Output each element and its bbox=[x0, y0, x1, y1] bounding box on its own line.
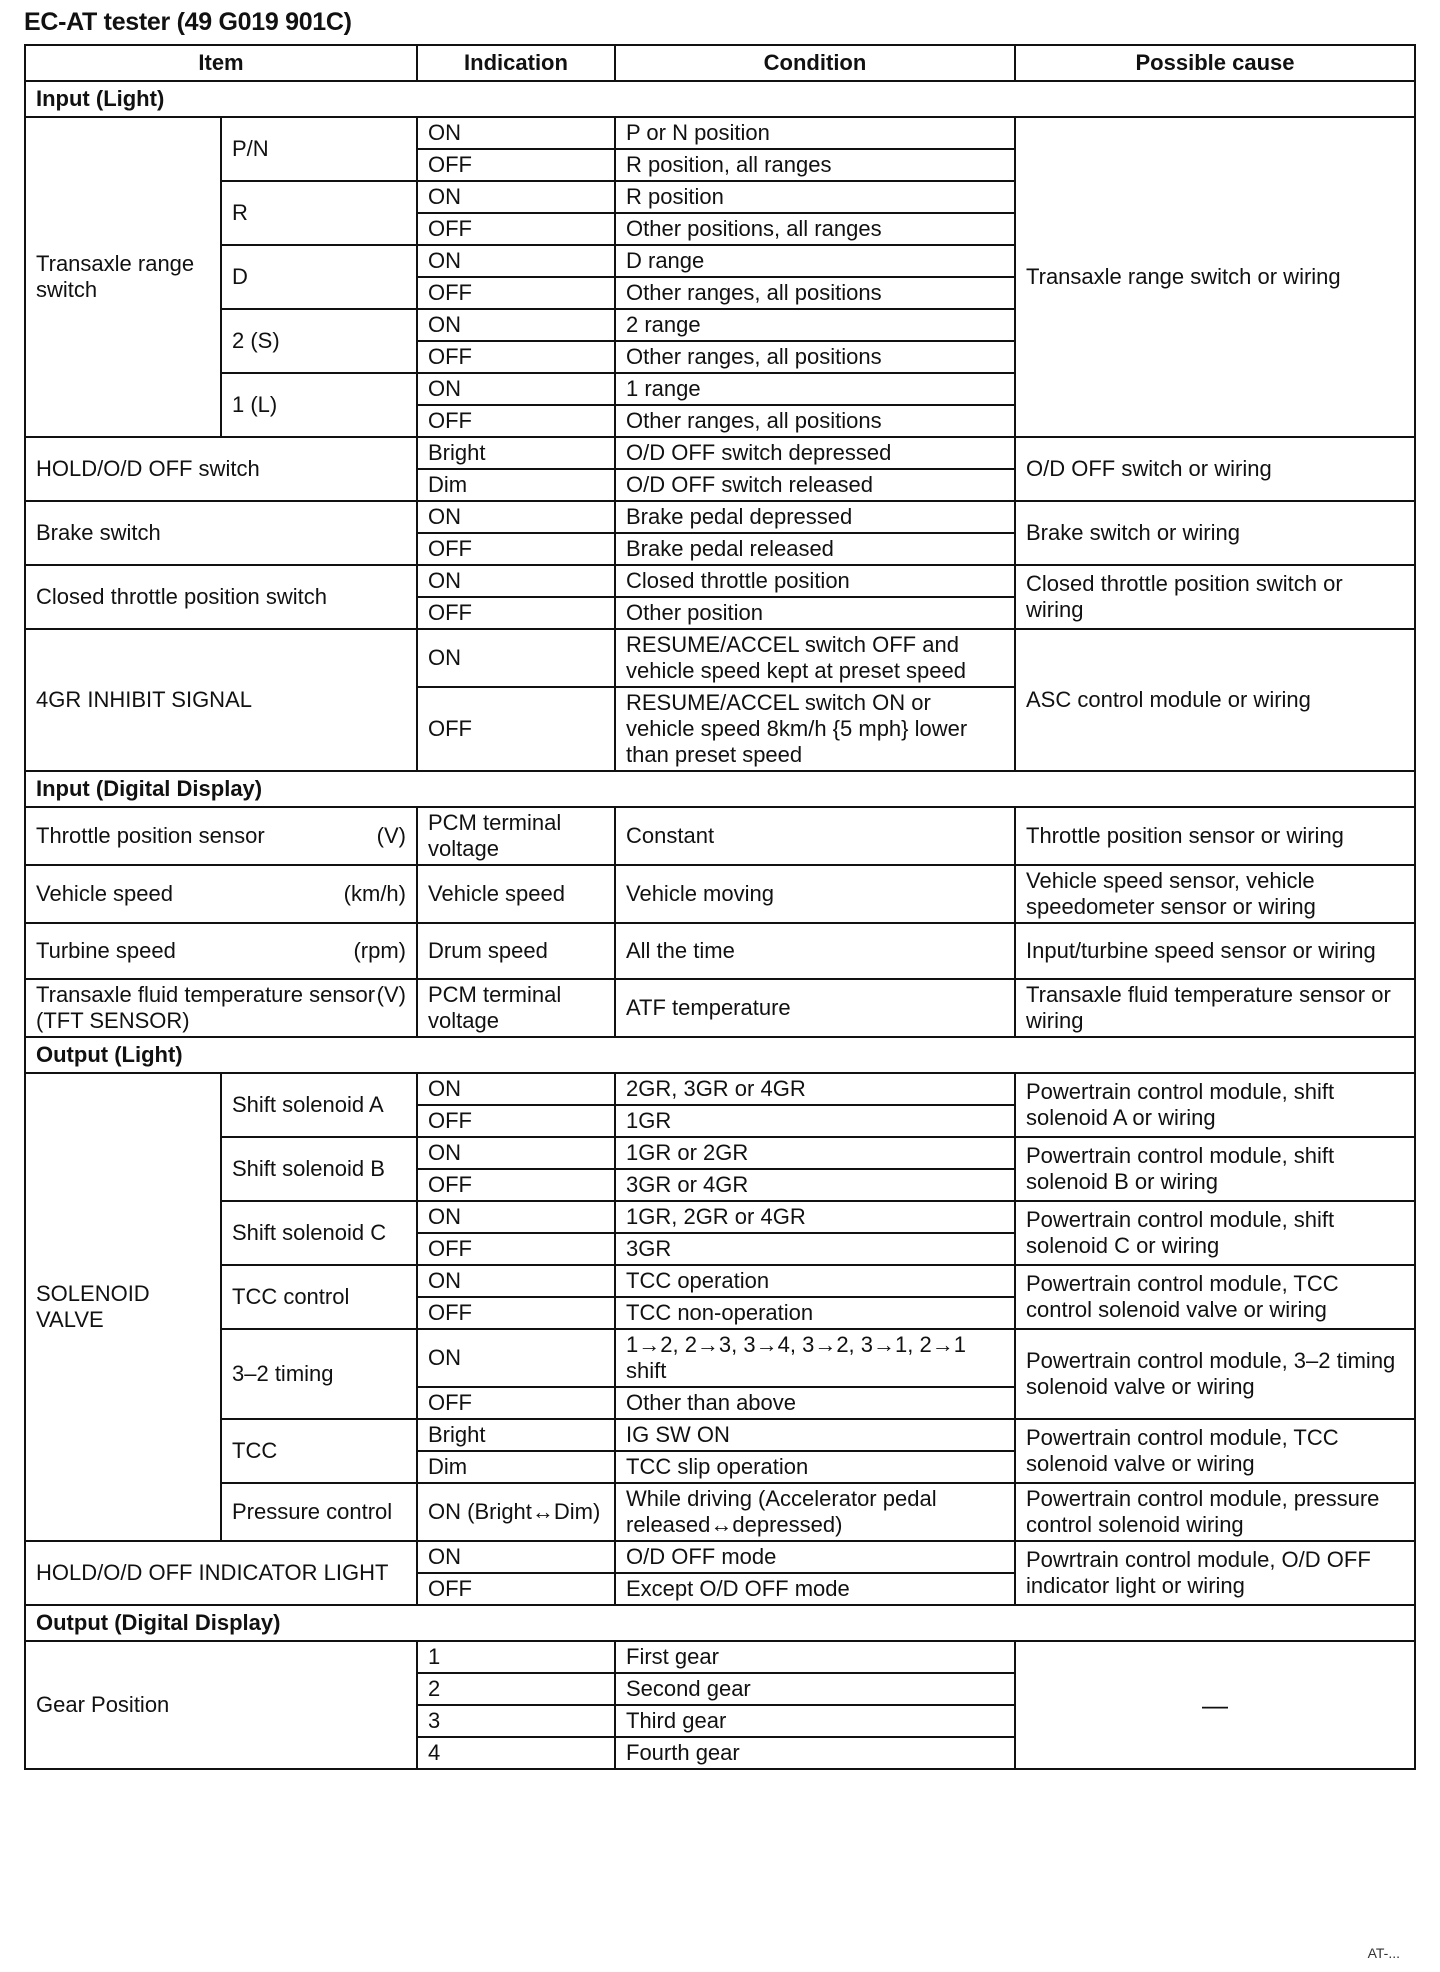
condition-cell: 3GR bbox=[615, 1233, 1015, 1265]
header-indication: Indication bbox=[417, 45, 615, 81]
indication-cell: 3 bbox=[417, 1705, 615, 1737]
indication-cell: OFF bbox=[417, 149, 615, 181]
cause-cell: Throttle position sensor or wiring bbox=[1015, 807, 1415, 865]
cause-cell: Powertrain control module, pressure control solenoid wiring bbox=[1015, 1483, 1415, 1541]
condition-cell: O/D OFF switch released bbox=[615, 469, 1015, 501]
indication-cell: ON bbox=[417, 245, 615, 277]
indication-cell: Bright bbox=[417, 437, 615, 469]
item-cell: Closed throttle position switch bbox=[25, 565, 417, 629]
item-cell: Brake switch bbox=[25, 501, 417, 565]
table-row bbox=[25, 565, 1415, 597]
indication-cell: ON bbox=[417, 373, 615, 405]
condition-cell: Other ranges, all positions bbox=[615, 341, 1015, 373]
sub-item-cell: TCC bbox=[221, 1419, 417, 1483]
indication-cell: OFF bbox=[417, 341, 615, 373]
cause-cell: Powertrain control module, TCC solenoid valve or wiring bbox=[1015, 1419, 1415, 1483]
condition-cell: Other ranges, all positions bbox=[615, 405, 1015, 437]
indication-cell: OFF bbox=[417, 1105, 615, 1137]
indication-cell: Bright bbox=[417, 1419, 615, 1451]
item-cell: SOLENOID VALVE bbox=[25, 1073, 221, 1541]
cause-cell: Transaxle fluid temperature sensor or wiring bbox=[1015, 979, 1415, 1037]
condition-cell: 2GR, 3GR or 4GR bbox=[615, 1073, 1015, 1105]
condition-cell: Constant bbox=[615, 807, 1015, 865]
indication-cell: PCM terminal voltage bbox=[417, 979, 615, 1037]
indication-cell: 2 bbox=[417, 1673, 615, 1705]
unit-label: (V) bbox=[376, 823, 406, 848]
condition-cell: RESUME/ACCEL switch ON or vehicle speed 8km/h {5 mph} lower than preset speed bbox=[615, 687, 1015, 771]
item-cell bbox=[25, 807, 417, 865]
indication-cell: ON bbox=[417, 1137, 615, 1169]
condition-cell: All the time bbox=[615, 923, 1015, 979]
cause-cell: Closed throttle position switch or wiring bbox=[1015, 565, 1415, 629]
cause-cell: Input/turbine speed sensor or wiring bbox=[1015, 923, 1415, 979]
indication-cell: PCM terminal voltage bbox=[417, 807, 615, 865]
sub-item-cell: Shift solenoid C bbox=[221, 1201, 417, 1265]
section-title: Output (Light) bbox=[25, 1037, 1415, 1073]
condition-cell: First gear bbox=[615, 1641, 1015, 1673]
sub-item-cell: R bbox=[221, 181, 417, 245]
item-label: Vehicle speed bbox=[36, 881, 173, 906]
table-row bbox=[25, 923, 1415, 979]
cause-cell: Brake switch or wiring bbox=[1015, 501, 1415, 565]
table-row bbox=[25, 1137, 1415, 1169]
cause-cell: ASC control module or wiring bbox=[1015, 629, 1415, 771]
table-row bbox=[25, 1329, 1415, 1387]
table-row bbox=[25, 501, 1415, 533]
section-row bbox=[25, 1037, 1415, 1073]
ec-at-tester-table bbox=[24, 44, 1416, 1770]
indication-cell: Dim bbox=[417, 1451, 615, 1483]
table-row bbox=[25, 1641, 1415, 1673]
condition-cell: TCC slip operation bbox=[615, 1451, 1015, 1483]
table-row bbox=[25, 865, 1415, 923]
condition-cell: P or N position bbox=[615, 117, 1015, 149]
condition-cell: 1GR or 2GR bbox=[615, 1137, 1015, 1169]
condition-cell: Third gear bbox=[615, 1705, 1015, 1737]
condition-cell: Except O/D OFF mode bbox=[615, 1573, 1015, 1605]
indication-cell: OFF bbox=[417, 687, 615, 771]
table-row bbox=[25, 1265, 1415, 1297]
indication-cell: OFF bbox=[417, 533, 615, 565]
sub-item-cell: 1 (L) bbox=[221, 373, 417, 437]
indication-cell: ON (Bright↔Dim) bbox=[417, 1483, 615, 1541]
item-cell: Transaxle range switch bbox=[25, 117, 221, 437]
unit-label: (rpm) bbox=[353, 938, 406, 963]
sub-item-cell: P/N bbox=[221, 117, 417, 181]
condition-cell: IG SW ON bbox=[615, 1419, 1015, 1451]
cause-cell: Powertrain control module, 3–2 timing solenoid valve or wiring bbox=[1015, 1329, 1415, 1419]
sub-item-cell: Shift solenoid B bbox=[221, 1137, 417, 1201]
indication-cell: OFF bbox=[417, 277, 615, 309]
item-cell: 4GR INHIBIT SIGNAL bbox=[25, 629, 417, 771]
table-row bbox=[25, 979, 1415, 1037]
condition-cell: R position, all ranges bbox=[615, 149, 1015, 181]
item-label: Throttle position sensor bbox=[36, 823, 265, 848]
indication-cell: ON bbox=[417, 1329, 615, 1387]
cause-cell: Powertrain control module, shift solenoid C or wiring bbox=[1015, 1201, 1415, 1265]
indication-cell: OFF bbox=[417, 405, 615, 437]
page-footer: AT-... bbox=[1367, 1945, 1400, 1961]
header-possible-cause: Possible cause bbox=[1015, 45, 1415, 81]
indication-cell: Dim bbox=[417, 469, 615, 501]
item-cell bbox=[25, 865, 417, 923]
document-title: EC-AT tester (49 G019 901C) bbox=[24, 8, 352, 36]
condition-cell: R position bbox=[615, 181, 1015, 213]
indication-cell: ON bbox=[417, 501, 615, 533]
table-row bbox=[25, 1541, 1415, 1573]
section-title: Input (Digital Display) bbox=[25, 771, 1415, 807]
indication-cell: Drum speed bbox=[417, 923, 615, 979]
condition-cell: 3GR or 4GR bbox=[615, 1169, 1015, 1201]
table-row bbox=[25, 437, 1415, 469]
indication-cell: ON bbox=[417, 117, 615, 149]
indication-cell: ON bbox=[417, 565, 615, 597]
cause-cell: Powertrain control module, shift solenoid B or wiring bbox=[1015, 1137, 1415, 1201]
item-cell: HOLD/O/D OFF switch bbox=[25, 437, 417, 501]
table-row bbox=[25, 117, 1415, 149]
header-condition: Condition bbox=[615, 45, 1015, 81]
indication-cell: ON bbox=[417, 1265, 615, 1297]
indication-cell: ON bbox=[417, 629, 615, 687]
condition-cell: O/D OFF switch depressed bbox=[615, 437, 1015, 469]
sub-item-cell: Shift solenoid A bbox=[221, 1073, 417, 1137]
item-label: Turbine speed bbox=[36, 938, 176, 963]
condition-cell: Other ranges, all positions bbox=[615, 277, 1015, 309]
section-title: Output (Digital Display) bbox=[25, 1605, 1415, 1641]
section-title: Input (Light) bbox=[25, 81, 1415, 117]
condition-cell: Closed throttle position bbox=[615, 565, 1015, 597]
section-row bbox=[25, 771, 1415, 807]
indication-cell: OFF bbox=[417, 1387, 615, 1419]
condition-cell: D range bbox=[615, 245, 1015, 277]
unit-label: (km/h) bbox=[343, 881, 406, 906]
table-row bbox=[25, 1419, 1415, 1451]
condition-cell: O/D OFF mode bbox=[615, 1541, 1015, 1573]
condition-cell: 2 range bbox=[615, 309, 1015, 341]
cause-cell: Transaxle range switch or wiring bbox=[1015, 117, 1415, 437]
condition-cell: TCC operation bbox=[615, 1265, 1015, 1297]
section-row bbox=[25, 1605, 1415, 1641]
condition-cell: ATF temperature bbox=[615, 979, 1015, 1037]
cause-cell: — bbox=[1015, 1641, 1415, 1769]
condition-cell: 1→2, 2→3, 3→4, 3→2, 3→1, 2→1 shift bbox=[615, 1329, 1015, 1387]
item-cell: Gear Position bbox=[25, 1641, 417, 1769]
section-row bbox=[25, 81, 1415, 117]
unit-label: (V) bbox=[376, 982, 406, 1007]
sub-item-cell: D bbox=[221, 245, 417, 309]
table-row bbox=[25, 1073, 1415, 1105]
indication-cell: OFF bbox=[417, 1169, 615, 1201]
sub-item-cell: TCC control bbox=[221, 1265, 417, 1329]
condition-cell: 1GR, 2GR or 4GR bbox=[615, 1201, 1015, 1233]
indication-cell: OFF bbox=[417, 597, 615, 629]
indication-cell: OFF bbox=[417, 1573, 615, 1605]
indication-cell: ON bbox=[417, 1201, 615, 1233]
table-row bbox=[25, 1201, 1415, 1233]
condition-cell: Brake pedal released bbox=[615, 533, 1015, 565]
indication-cell: ON bbox=[417, 309, 615, 341]
indication-cell: OFF bbox=[417, 213, 615, 245]
condition-cell: Other position bbox=[615, 597, 1015, 629]
cause-cell: Powertrain control module, shift solenoid A or wiring bbox=[1015, 1073, 1415, 1137]
cause-cell: O/D OFF switch or wiring bbox=[1015, 437, 1415, 501]
cause-cell: Powrtrain control module, O/D OFF indicator light or wiring bbox=[1015, 1541, 1415, 1605]
condition-cell: Other than above bbox=[615, 1387, 1015, 1419]
item-cell: HOLD/O/D OFF INDICATOR LIGHT bbox=[25, 1541, 417, 1605]
indication-cell: ON bbox=[417, 1073, 615, 1105]
table-row bbox=[25, 1483, 1415, 1541]
condition-cell: Second gear bbox=[615, 1673, 1015, 1705]
item-cell bbox=[25, 923, 417, 979]
table-row bbox=[25, 629, 1415, 687]
item-label: Transaxle fluid temperature sensor (TFT SENSOR) bbox=[36, 982, 376, 1033]
indication-cell: 4 bbox=[417, 1737, 615, 1769]
header-item: Item bbox=[25, 45, 417, 81]
header-row bbox=[25, 45, 1415, 81]
indication-cell: ON bbox=[417, 181, 615, 213]
sub-item-cell: Pressure control bbox=[221, 1483, 417, 1541]
indication-cell: OFF bbox=[417, 1297, 615, 1329]
condition-cell: 1GR bbox=[615, 1105, 1015, 1137]
condition-cell: Fourth gear bbox=[615, 1737, 1015, 1769]
sub-item-cell: 2 (S) bbox=[221, 309, 417, 373]
condition-cell: Vehicle moving bbox=[615, 865, 1015, 923]
table-row bbox=[25, 807, 1415, 865]
condition-cell: Brake pedal depressed bbox=[615, 501, 1015, 533]
condition-cell: While driving (Accelerator pedal released↔depressed) bbox=[615, 1483, 1015, 1541]
condition-cell: TCC non-operation bbox=[615, 1297, 1015, 1329]
condition-cell: 1 range bbox=[615, 373, 1015, 405]
indication-cell: ON bbox=[417, 1541, 615, 1573]
indication-cell: 1 bbox=[417, 1641, 615, 1673]
sub-item-cell: 3–2 timing bbox=[221, 1329, 417, 1419]
cause-cell: Vehicle speed sensor, vehicle speedometer sensor or wiring bbox=[1015, 865, 1415, 923]
indication-cell: Vehicle speed bbox=[417, 865, 615, 923]
cause-cell: Powertrain control module, TCC control solenoid valve or wiring bbox=[1015, 1265, 1415, 1329]
condition-cell: RESUME/ACCEL switch OFF and vehicle speed kept at preset speed bbox=[615, 629, 1015, 687]
item-cell bbox=[25, 979, 417, 1037]
indication-cell: OFF bbox=[417, 1233, 615, 1265]
condition-cell: Other positions, all ranges bbox=[615, 213, 1015, 245]
